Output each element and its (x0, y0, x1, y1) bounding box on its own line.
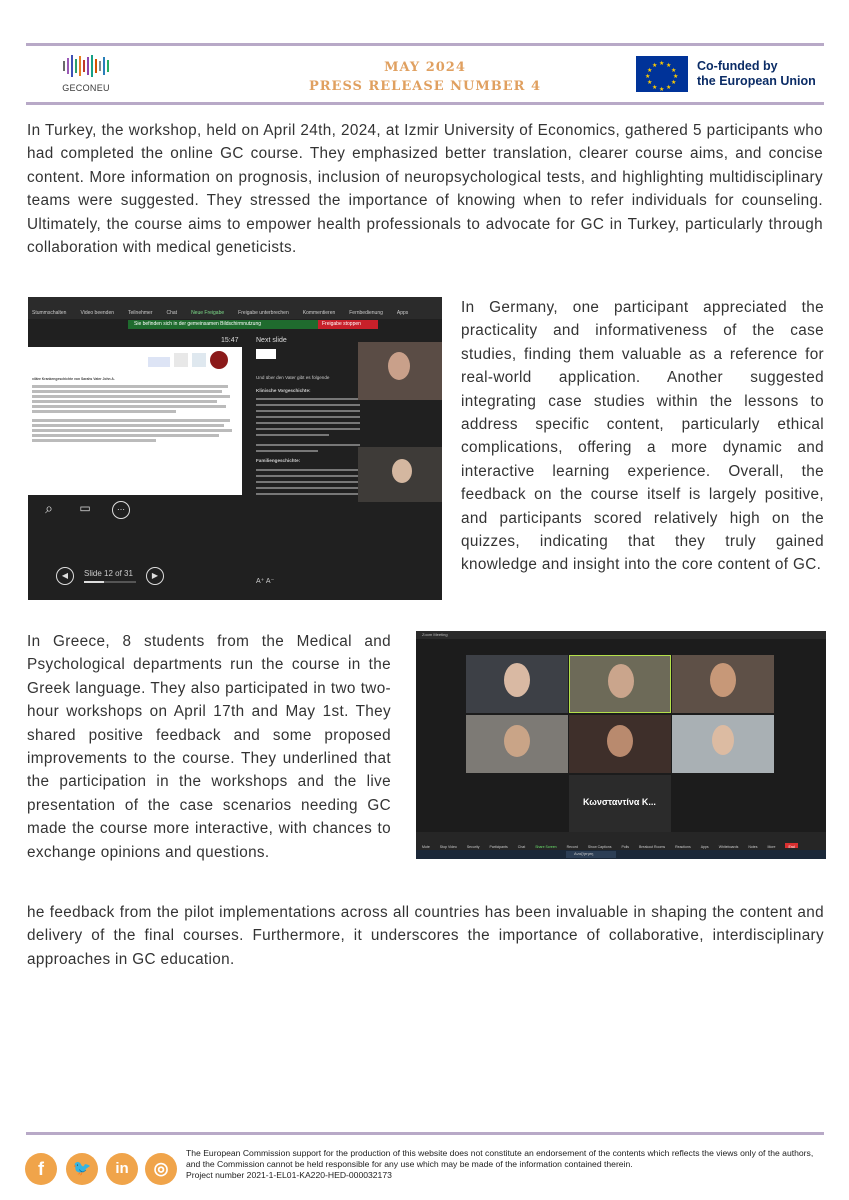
facebook-icon[interactable]: f (25, 1153, 57, 1185)
footer-rule (26, 1132, 824, 1135)
video-tile-4 (466, 715, 568, 773)
next-slide-thumb (256, 349, 276, 359)
twitter-icon[interactable]: 🐦 (66, 1153, 98, 1185)
notes-heading-2: Familiengeschichte: (256, 458, 301, 464)
zoom-icon: ⌕ (45, 500, 53, 516)
stop-sharing-button: Freigabe stoppen (318, 320, 378, 329)
closing-paragraph: he feedback from the pilot implementations across all countries has been invaluable in shaping the content and delivery of the final courses. Furthermore, it underscores the importance of collaborative, interdisciplinary approaches in GC education. (27, 904, 824, 968)
notes-heading-1: Klinische Vorgeschichte: (256, 387, 311, 393)
toolbar-mute: Stummschalten (32, 310, 67, 316)
toolbar-annotate: Kommentieren (302, 310, 336, 316)
website-globe-icon[interactable]: ◎ (145, 1153, 177, 1185)
meeting-toolbar (28, 297, 442, 319)
prev-slide-icon: ◀ (56, 567, 74, 585)
more-icon: ⋯ (112, 501, 130, 519)
header-bottom-rule (26, 102, 824, 105)
video-tile-5 (569, 715, 671, 773)
geconeu-logo (58, 54, 114, 93)
toolbar-remote: Fernbedienung (349, 310, 383, 316)
slide-heading: xiläre Krankengeschichte von Sarahs Vater John A. (32, 377, 115, 381)
featured-participant-name: Κωνσταντίνα Κ... (583, 797, 656, 807)
project-number: Project number 2021-1-EL01-KA220-HED-000032173 (186, 1170, 392, 1180)
logo-text: GECONEU (62, 83, 110, 93)
greece-zoom-screenshot (416, 631, 826, 859)
release-number: PRESS RELEASE NUMBER 4 (308, 79, 542, 94)
zoom-controls: Mute Stop Video Security Participants Chat Share Screen Record Show Captions Polls Breakout Rooms Reactions Apps Whiteboards Notes More End (416, 832, 826, 850)
eu-cofunded-badge (636, 56, 816, 92)
toolbar-participants: Teilnehmer (128, 310, 153, 316)
slide-tools (40, 501, 130, 519)
linkedin-icon[interactable]: in (106, 1153, 138, 1185)
taskbar (416, 850, 826, 859)
toolbar-share: Neue Freigabe (191, 310, 225, 316)
speaker-notes (256, 375, 360, 499)
taskbar-search: Αναζήτηση (566, 851, 616, 858)
greece-paragraph: In Greece, 8 students from the Medical and Psychological departments run the course in the Greek language. They also participated in two two-hour workshops on April 17th and May 1st. They shared positive feedback and some proposed improvements to the course. They underlined that the participation in the workshops and the live presentation of the case scenarios needing GC made the course more interactive, with chances to exchange opinions and questions. (27, 633, 391, 861)
sharing-banner: Sie befinden sich in der gemeinsamen Bildschirmnutzung (128, 320, 358, 329)
notes-intro: Und über den Vater gibt es folgende (256, 375, 330, 380)
germany-workshop-screenshot (28, 297, 442, 600)
release-date: MAY 2024 (384, 60, 466, 75)
top-rule (26, 43, 824, 46)
toolbar-apps: Apps (396, 310, 409, 316)
video-tile-7 (569, 775, 671, 833)
slide-counter: Slide 12 of 31 (84, 569, 133, 578)
eu-text (697, 59, 816, 89)
slide-navigation (56, 567, 164, 585)
slide-time: 15:47 (221, 337, 239, 344)
turkey-paragraph: In Turkey, the workshop, held on April 24th, 2024, at Izmir University of Economics, gathered 5 participants who had completed the online GC course. They emphasized better translation, clearer course aims, and concise content. More information on prognosis, inclusion of neuropsychological tests, and highlighting multidisciplinary teams were suggested. They stressed the importance of knowing when to refer individuals for counseling. Ultimately, the course aims to empower health professionals to advocate for GC in Turkey, particularly through collaboration with medical geneticists. (27, 122, 823, 257)
toolbar-video: Video beenden (80, 310, 115, 316)
video-tile-6 (672, 715, 774, 773)
zoom-title: Zoom Meeting (416, 631, 826, 639)
font-size-icon: A⁺ A⁻ (256, 578, 275, 585)
video-tile-3 (672, 655, 774, 713)
logo-bars-icon (58, 54, 114, 78)
eu-line1: Co-funded by (697, 59, 778, 73)
eu-flag-icon: ★ ★ ★ ★ ★ ★ ★ ★ ★ ★ ★ ★ (636, 56, 688, 92)
disclaimer-text: The European Commission support for the production of this website does not constitute an endorsement of the contents which reflects the views only of the authors, and the Commission cannot be held responsible for any use which may be made of the information contained therein. (186, 1148, 814, 1169)
footer-disclaimer (186, 1148, 816, 1181)
eu-line2: the European Union (697, 74, 816, 88)
germany-paragraph: In Germany, one participant appreciated the practicality and informativeness of the case studies, finding them valuable as a reference for real-world application. Another suggested integrating case studies within the lessons to address specific content, particularly ethical complications, offering a more dynamic and interactive learning experience. Overall, the feedback on the course itself is largely positive, and participants scored relatively high on the quizzes, indicating that they truly gained knowledge and insight into the core content of GC. (461, 299, 824, 574)
video-tile-2 (569, 655, 671, 713)
next-slide-label: Next slide (256, 337, 287, 344)
release-header (280, 58, 570, 96)
participant-video-2 (358, 447, 442, 502)
participant-video-1 (358, 342, 442, 400)
toolbar-chat: Chat (166, 310, 178, 316)
current-slide-preview (28, 347, 242, 495)
screen-icon: ▭ (79, 501, 91, 515)
video-tile-1 (466, 655, 568, 713)
next-slide-icon: ▶ (146, 567, 164, 585)
toolbar-pause: Freigabe unterbrechen (238, 310, 289, 316)
